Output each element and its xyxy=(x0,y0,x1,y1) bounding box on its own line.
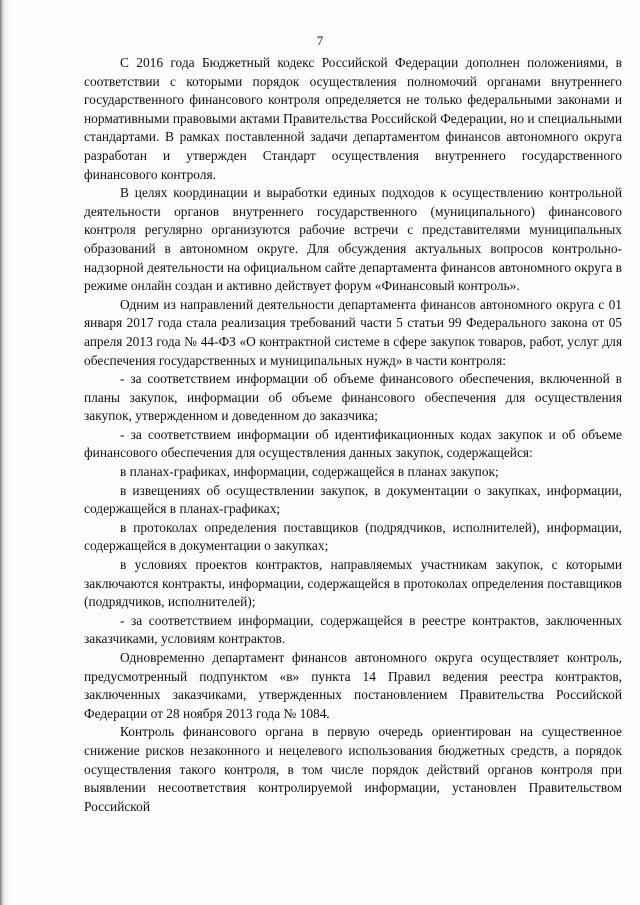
paragraph: Одновременно департамент финансов автономного округа осуществляет контроль, предусмотренный подпунктом «в» пункта 14 Правил ведения реестра контрактов, заключенных заказчиками, утвержденных постановлением Правительства Российской Федерации от 28 ноября 2013 года № 1084. xyxy=(84,650,622,721)
document-body xyxy=(84,54,622,816)
sub-list-item: в извещениях об осуществлении закупок, в документации о закупках, информации, содержащейся в планах-графиках; xyxy=(84,482,622,517)
list-item: - за соответствием информации, содержащейся в реестре контрактов, заключенных заказчиками, условиям контрактов. xyxy=(84,612,622,647)
list-item: - за соответствием информации об идентификационных кодах закупок и об объеме финансового обеспечения для осуществления данных закупок, содержащейся: xyxy=(84,426,622,461)
paragraph: Одним из направлений деятельности департамента финансов автономного округа с 01 января 2017 года стала реализация требований части 5 статьи 99 Федерального закона от 05 апреля 2013 года № 44-ФЗ «О контрактной системе в сфере закупок товаров, работ, услуг для обеспечения государственных и муниципальных нужд» в части контроля: xyxy=(84,296,622,368)
scan-edge-shadow xyxy=(0,0,12,905)
list-item: - за соответствием информации об объеме финансового обеспечения, включенной в планы закупок, информации об объеме финансового обеспечения для осуществления закупок, утвержденном и доведенном до заказчика; xyxy=(84,371,622,424)
paragraph: Контроль финансового органа в первую очередь ориентирован на существенное снижение рисков незаконного и нецелевого использования бюджетных средств, а порядок осуществления такого контроля, в том числе порядок действий органов контроля при выявлении несоответствия контролируемой информации, установлен Правительством Российской xyxy=(84,724,622,814)
sub-list-item: в протоколах определения поставщиков (подрядчиков, исполнителей), информации, содержащейся в документации о закупках; xyxy=(84,519,622,554)
sub-list-item: в условиях проектов контрактов, направляемых участникам закупок, с которыми заключаются контракты, информации, содержащейся в протоколах определения поставщиков (подрядчиков, исполнителей); xyxy=(84,557,622,610)
page-number: 7 xyxy=(316,33,324,48)
paragraph: В целях координации и выработки единых подходов к осуществлению контрольной деятельности органов внутреннего государственного (муниципального) финансового контроля регулярно организуются рабочие встречи с представителями муниципальных образований в автономном округе. Для обсуждения актуальных вопросов контрольно-надзорной деятельности на официальном сайте департамента финансов автономного округа в режиме онлайн создан и активно действует форум «Финансовый контроль». xyxy=(84,185,622,294)
paragraph: С 2016 года Бюджетный кодекс Российской Федерации дополнен положениями, в соответствии с которыми порядок осуществления полномочий органами внутреннего государственного финансового контроля определяется не только федеральными законами и нормативными правовыми актами Правительства Российской Федерации, но и специальными стандартами. В рамках поставленной задачи департаментом финансов автономного округа разработан и утвержден Стандарт осуществления внутреннего государственного финансового контроля. xyxy=(84,55,622,182)
sub-list-item: в планах-графиках, информации, содержащейся в планах закупок; xyxy=(120,464,499,480)
